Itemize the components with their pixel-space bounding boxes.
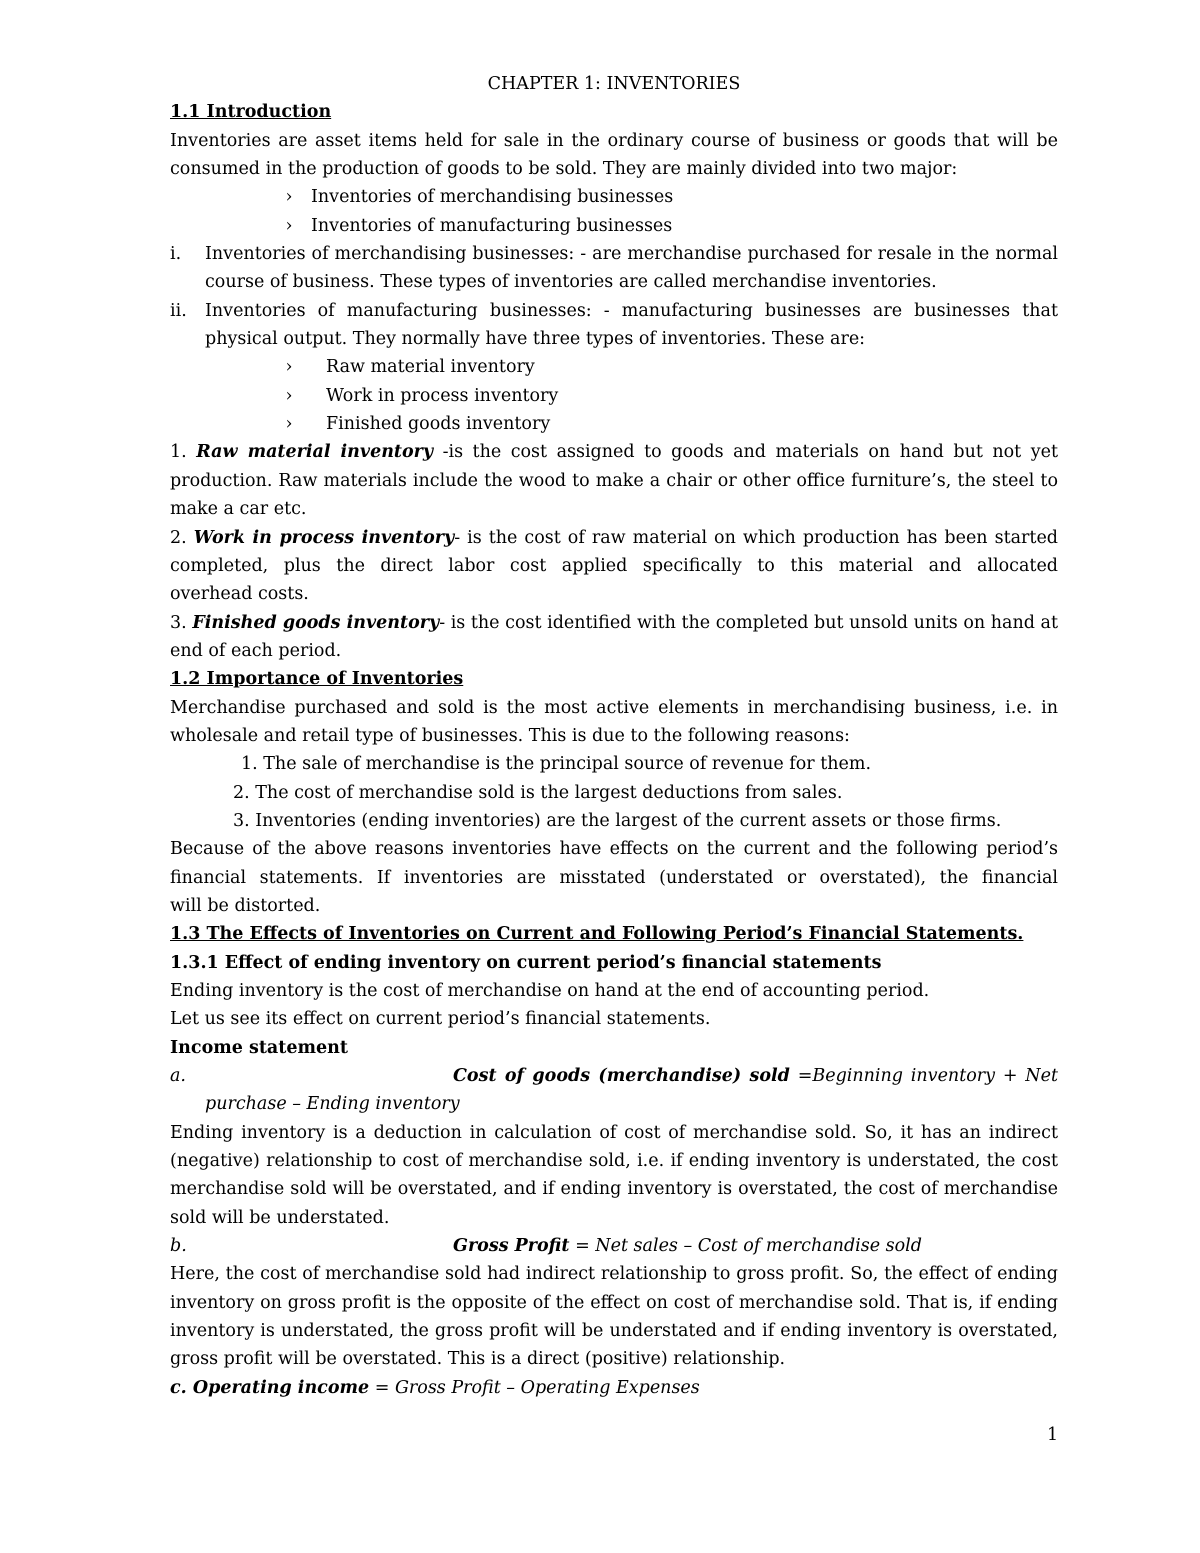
paragraph-line: overhead costs.	[170, 584, 309, 605]
bullet-text: Inventories of manufacturing businesses	[311, 215, 673, 236]
paragraph-line: Ending inventory is the cost of merchandise on hand at the end of accounting period.	[170, 981, 930, 1001]
bullet-item	[170, 382, 1058, 410]
formula-term: Cost of goods (merchandise) sold	[453, 1066, 790, 1087]
definition-raw-material	[170, 438, 1058, 466]
formula-line	[453, 1232, 922, 1260]
definition-number: 1.	[170, 442, 197, 463]
paragraph-line: Merchandise purchased and sold is the most active elements in merchandising business, i.e. in	[170, 697, 1058, 718]
roman-marker: i.	[170, 244, 182, 265]
formula-c	[170, 1374, 1058, 1402]
paragraph-line: Let us see its effect on current period’s financial statements.	[170, 1009, 711, 1030]
arrow-bullet-icon: ›	[285, 187, 293, 208]
paragraph-line: Inventories of merchandising businesses: - are merchandise purchased for resale in the normal	[205, 244, 1058, 265]
paragraph-line: inventory is understated, the gross profit will be understated and if ending inventory is overstated,	[170, 1321, 1058, 1342]
subsection-heading: 1.3.1 Effect of ending inventory on current period’s financial statements	[170, 952, 882, 973]
formula-a	[170, 1062, 1058, 1090]
numbered-reason: 2. The cost of merchandise sold is the largest deductions from sales.	[233, 782, 843, 803]
paragraph-line: will be distorted.	[170, 895, 321, 916]
bullet-text: Inventories of merchandising businesses	[311, 187, 674, 208]
bullet-text: Raw material inventory	[326, 357, 535, 378]
paragraph-line: merchandise sold will be overstated, and if ending inventory is overstated, the cost of merchandise	[170, 1179, 1058, 1200]
chapter-title: CHAPTER 1: INVENTORIES	[487, 74, 741, 94]
paragraph-line: financial statements. If inventories are misstated (understated or overstated), the financial	[170, 867, 1058, 888]
paragraph-line: Inventories are asset items held for sale in the ordinary course of business or goods that will be	[170, 130, 1058, 151]
paragraph-line: gross profit will be overstated. This is a direct (positive) relationship.	[170, 1349, 786, 1370]
numbered-reason: 1. The sale of merchandise is the principal source of revenue for them.	[241, 754, 872, 775]
section-heading-effects: 1.3 The Effects of Inventories on Current and Following Period’s Financial Statements.	[170, 924, 1024, 945]
definition-term: Work in process inventory	[193, 527, 455, 548]
formula-term: c. Operating income	[170, 1377, 370, 1398]
paragraph-line: consumed in the production of goods to be sold. They are mainly divided into two major:	[170, 159, 958, 180]
section-heading-introduction: 1.1 Introduction	[170, 102, 332, 123]
formula-equation: = Gross Profit – Operating Expenses	[369, 1377, 700, 1398]
paragraph-line: end of each period.	[170, 640, 342, 661]
definition-finished-goods	[170, 609, 1058, 637]
formula-marker: b.	[170, 1236, 187, 1257]
paragraph-line: Ending inventory is a deduction in calculation of cost of merchandise sold. So, it has an indirect	[170, 1122, 1058, 1143]
paragraph-line: Because of the above reasons inventories have effects on the current and the following period’s	[170, 839, 1058, 860]
definition-text: - is the cost of raw material on which production has been started	[454, 527, 1058, 548]
arrow-bullet-icon: ›	[285, 414, 293, 435]
definition-text: -is the cost assigned to goods and materials on hand but not yet	[442, 442, 1058, 463]
paragraph-line: course of business. These types of inventories are called merchandise inventories.	[205, 272, 937, 293]
definition-number: 3.	[170, 612, 193, 633]
paragraph-line: wholesale and retail type of businesses. This is due to the following reasons:	[170, 725, 850, 746]
arrow-bullet-icon: ›	[285, 215, 293, 236]
paragraph-line: inventory on gross profit is the opposite of the effect on cost of merchandise sold. That is, if ending	[170, 1292, 1058, 1313]
page-content	[170, 70, 1058, 1402]
bullet-text: Work in process inventory	[326, 385, 559, 406]
bullet-item	[170, 212, 1058, 240]
definition-term: Finished goods inventory	[192, 612, 440, 633]
roman-marker: ii.	[170, 300, 187, 321]
paragraph-line: physical output. They normally have three types of inventories. These are:	[205, 329, 866, 350]
bullet-item	[170, 353, 1058, 381]
page-number: 1	[1047, 1425, 1059, 1445]
definition-number: 2.	[170, 527, 194, 548]
paragraph-line: sold will be understated.	[170, 1207, 390, 1228]
numbered-reason: 3. Inventories (ending inventories) are the largest of the current assets or those firms.	[233, 810, 1002, 831]
income-statement-heading: Income statement	[170, 1037, 348, 1058]
arrow-bullet-icon: ›	[285, 385, 293, 406]
paragraph-line: Inventories of manufacturing businesses: - manufacturing businesses are businesses that	[205, 300, 1058, 321]
formula-b	[170, 1232, 1058, 1260]
formula-equation: = Net sales – Cost of merchandise sold	[569, 1236, 922, 1257]
formula-line	[453, 1062, 1058, 1090]
bullet-item	[170, 410, 1058, 438]
formula-equation: =Beginning inventory + Net	[789, 1066, 1058, 1087]
bullet-item	[170, 183, 1058, 211]
definition-text: - is the cost identified with the completed but unsold units on hand at	[439, 612, 1058, 633]
arrow-bullet-icon: ›	[285, 357, 293, 378]
definition-work-in-process	[170, 524, 1058, 552]
paragraph-line: Here, the cost of merchandise sold had indirect relationship to gross profit. So, the effect of ending	[170, 1264, 1058, 1285]
definition-term: Raw material inventory	[196, 442, 434, 463]
bullet-text: Finished goods inventory	[326, 414, 551, 435]
paragraph-line: completed, plus the direct labor cost applied specifically to this material and allocated	[170, 555, 1058, 576]
paragraph-line: (negative) relationship to cost of merchandise sold, i.e. if ending inventory is understated, the cost	[170, 1151, 1058, 1172]
roman-item-i	[170, 240, 1058, 268]
section-heading-importance: 1.2 Importance of Inventories	[170, 669, 464, 690]
paragraph-line: make a car etc.	[170, 499, 307, 520]
formula-marker: a.	[170, 1066, 186, 1087]
paragraph-line: production. Raw materials include the wood to make a chair or other office furniture’s, the steel to	[170, 470, 1058, 491]
formula-term: Gross Profit	[453, 1236, 570, 1257]
roman-item-ii	[170, 297, 1058, 325]
formula-line: purchase – Ending inventory	[205, 1094, 460, 1115]
